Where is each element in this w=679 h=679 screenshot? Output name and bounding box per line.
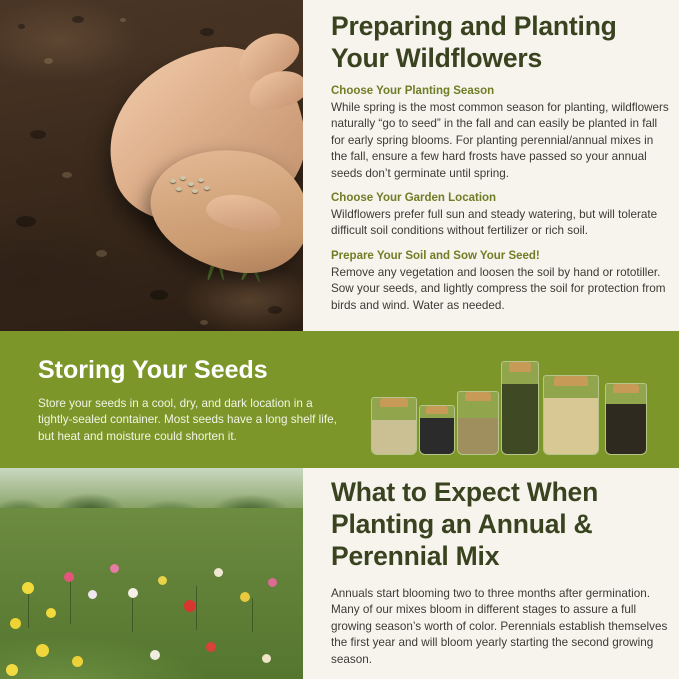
soil-detail bbox=[200, 28, 214, 36]
storing-text-column bbox=[38, 356, 338, 445]
section-what-to-expect bbox=[0, 468, 679, 679]
jar-contents bbox=[372, 420, 416, 454]
soil-detail bbox=[62, 172, 72, 178]
seed-jar bbox=[457, 391, 499, 455]
storing-heading: Storing Your Seeds bbox=[38, 356, 268, 384]
expect-heading-line3: Perennial Mix bbox=[331, 541, 500, 571]
subheading-planting-season: Choose Your Planting Season bbox=[331, 85, 495, 97]
storing-body: Store your seeds in a cool, dry, and dark location in a tightly-sealed container. Most seeds have a long shelf life, but heat and moisture could shorten it. bbox=[38, 397, 337, 443]
wildflower-meadow-photo bbox=[0, 468, 303, 679]
flower bbox=[184, 600, 196, 612]
jar-contents bbox=[420, 418, 454, 454]
glass-jars-of-seeds-photo bbox=[365, 355, 655, 455]
seed-jar bbox=[543, 375, 599, 455]
body-planting-season: While spring is the most common season for planting, wildflowers naturally “go to seed” in the fall and can easily be planted in fall for early spring blooms. For planting perennial/annual mixes in the fall, ensure a few hard frosts have passed so your annual seeds don’t germinate until spring. bbox=[331, 101, 669, 180]
body-prepare-soil: Remove any vegetation and loosen the soil by hand or rototiller. Sow your seeds, and lightly compress the soil for protection from birds and wind. Water as needed. bbox=[331, 265, 666, 312]
preparing-text-column bbox=[331, 10, 671, 314]
expect-text-column bbox=[331, 476, 671, 668]
flower bbox=[6, 664, 18, 676]
subheading-prepare-soil: Prepare Your Soil and Sow Your Seed! bbox=[331, 249, 540, 262]
page-title-line2: Your Wildflowers bbox=[331, 43, 543, 73]
flower bbox=[214, 568, 223, 577]
jar-contents bbox=[606, 404, 646, 454]
seed-jar bbox=[501, 361, 539, 455]
flower bbox=[22, 582, 34, 594]
flower bbox=[128, 588, 138, 598]
seed-jar bbox=[605, 383, 647, 455]
seed-jar bbox=[371, 397, 417, 455]
cork-lid bbox=[380, 398, 408, 407]
flower bbox=[64, 572, 74, 582]
flower bbox=[88, 590, 97, 599]
section-preparing-and-planting bbox=[0, 0, 679, 331]
soil-detail bbox=[30, 130, 46, 139]
cork-lid bbox=[613, 384, 639, 393]
soil-detail bbox=[72, 16, 84, 23]
page-title-line1: Preparing and Planting bbox=[331, 11, 617, 41]
cork-lid bbox=[426, 406, 448, 414]
body-garden-location: Wildflowers prefer full sun and steady watering, but will tolerate difficult soil conditions without fertilizer or rich soil. bbox=[331, 208, 658, 238]
jar-contents bbox=[458, 418, 498, 454]
flower bbox=[72, 656, 83, 667]
seed-jar bbox=[419, 405, 455, 455]
jar-contents bbox=[544, 398, 598, 454]
hand-sowing-seeds-in-soil-photo bbox=[0, 0, 303, 331]
subheading-garden-location: Choose Your Garden Location bbox=[331, 192, 497, 205]
soil-detail bbox=[44, 58, 53, 64]
soil-detail bbox=[120, 18, 126, 22]
cork-lid bbox=[554, 376, 588, 386]
soil-detail bbox=[96, 250, 107, 257]
flower bbox=[206, 642, 216, 652]
flower bbox=[158, 576, 167, 585]
jar-contents bbox=[502, 384, 538, 454]
expect-heading bbox=[331, 476, 671, 572]
flower bbox=[10, 618, 21, 629]
expect-body: Annuals start blooming two to three months after germination. Many of our mixes bloom in different stages to assure a full growing season’s worth of color. Perennials establish themselves the first year and will bloom yearly starting the second growing season. bbox=[331, 587, 668, 666]
soil-detail bbox=[268, 306, 282, 314]
page-title bbox=[331, 10, 671, 74]
soil-detail bbox=[200, 320, 208, 325]
flower bbox=[110, 564, 119, 573]
soil-detail bbox=[16, 216, 36, 227]
flower bbox=[240, 592, 250, 602]
flower bbox=[262, 654, 271, 663]
flower bbox=[150, 650, 160, 660]
flower bbox=[36, 644, 49, 657]
soil-detail bbox=[150, 290, 168, 300]
flower bbox=[46, 608, 56, 618]
section-storing-your-seeds bbox=[0, 331, 679, 468]
flower bbox=[268, 578, 277, 587]
cork-lid bbox=[465, 392, 491, 401]
seeds-in-hand bbox=[168, 175, 212, 197]
expect-heading-line2: Planting an Annual & bbox=[331, 509, 593, 539]
cork-lid bbox=[509, 362, 531, 372]
soil-detail bbox=[18, 24, 25, 29]
expect-heading-line1: What to Expect When bbox=[331, 477, 599, 507]
